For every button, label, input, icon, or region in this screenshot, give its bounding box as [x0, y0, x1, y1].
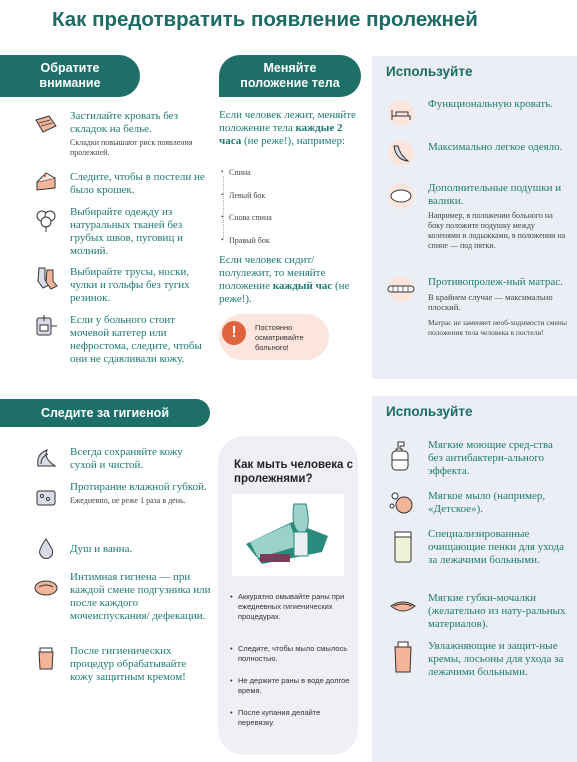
use-item-soap: Мягкое мыло (например, «Детское»). — [428, 490, 546, 515]
foam-tube-icon — [390, 530, 416, 564]
washing-tip-3: • Не держите раны в воде долгое время. — [230, 676, 350, 696]
washing-card-title: Как мыть человека с пролежнями? — [234, 459, 354, 485]
bubbles-icon — [388, 490, 414, 516]
use-item-foam: Специализированные очищающие пенки для ухода за лежачими больными. — [428, 528, 564, 566]
position-sitting — [219, 254, 364, 306]
position-interval: каждые 2 часа — [219, 122, 343, 147]
use-header-bottom: Используйте — [386, 404, 473, 419]
attention-item-1-text: Застилайте кровать без складок на белье. — [70, 110, 179, 135]
hygiene-item-3: Душ и ванна. — [70, 543, 133, 555]
bed-icon — [388, 100, 414, 126]
hygiene-item-5: После гигиенических процедур обрабатывайте кожу защитным кремом! — [70, 645, 187, 683]
soap-icon — [33, 574, 59, 600]
warning-text: Постоянно осматривайте больного! — [255, 323, 304, 352]
position-right-side: • Правый бок — [221, 236, 272, 259]
attention-item-4: Выбирайте трусы, носки, чулки и гольфы без тугих резинок. — [70, 266, 190, 304]
cotton-icon — [33, 207, 59, 233]
washing-card — [218, 436, 358, 755]
cake-crumbs-icon — [33, 168, 59, 194]
blanket-icon — [388, 140, 414, 166]
position-intro-c: (не реже!), например: — [241, 135, 346, 147]
position-sitting-c: (не реже!). — [219, 280, 350, 305]
use-item-pillows — [428, 182, 568, 251]
attention-item-1 — [70, 110, 210, 158]
hygiene-item-2-text: Протирание влажной губкой. — [70, 481, 207, 493]
hygiene-item-2-note: Ежедневно, не реже 1 раза в день. — [70, 496, 186, 505]
sponge-icon — [33, 485, 59, 511]
warning-box — [219, 314, 329, 360]
cream-tube-icon — [33, 645, 59, 671]
pillow-icon — [388, 183, 414, 209]
use-item-mattress-note: В крайнем случае — максимально плоский. — [428, 292, 553, 312]
position-intro — [219, 109, 364, 148]
use-header-top: Используйте — [386, 64, 473, 79]
hygiene-item-1: Всегда сохраняйте кожу сухой и чистой. — [70, 446, 183, 471]
use-item-mattress — [428, 276, 568, 338]
bed-sheet-icon — [33, 112, 59, 138]
hygiene-item-2 — [70, 481, 210, 506]
attention-item-3: Выбирайте одежду из натуральных тканей без грубых швов, пуговиц и молний. — [70, 206, 183, 257]
use-item-creams: Увлажняющие и защит-ные кремы, лосьоны для ухода за лежачими больными. — [428, 640, 564, 678]
mattress-icon — [386, 276, 416, 302]
socks-icon — [33, 265, 59, 291]
position-back: • Спина — [221, 168, 272, 191]
use-item-bed: Функциональную кровать. — [428, 98, 553, 110]
position-sitting-a: Если человек сидит/ полулежит, то меняйте положение — [219, 254, 326, 292]
soap-dispenser-icon — [388, 440, 414, 472]
use-item-pillows-text: Дополнительные подушки и валики. — [428, 182, 562, 207]
use-item-pillows-note: Например, в положении больного на боку положите подушку между коленями и лодыжками, в положении на спине — под пятки. — [428, 211, 566, 250]
attention-item-2: Следите, чтобы в постели не было крошек. — [70, 171, 205, 196]
washing-tip-2: • Следите, чтобы мыло смылось полностью. — [230, 644, 350, 664]
attention-header: Обратите внимание — [0, 55, 140, 97]
water-drop-icon — [33, 536, 59, 562]
washing-basin-illustration — [232, 494, 344, 576]
washing-tip-4: • После купания делайте перевязку. — [230, 708, 350, 728]
washing-tip-1: • Аккуратно омывайте раны при ежедневных гигиенических процедурах. — [230, 592, 350, 622]
use-item-cleanser: Мягкие моющие сред-ства без антибактери-ального эффекта. — [428, 439, 553, 477]
position-list — [221, 168, 272, 258]
position-sitting-interval: каждый час — [272, 280, 333, 292]
use-item-blanket: Максимально легкое одеяло. — [428, 141, 563, 153]
catheter-icon — [33, 313, 59, 339]
use-item-mattress-warning: Матрас не заменяет необ-ходимости смены положения тела человека в постели! — [428, 318, 567, 337]
position-header: Меняйте положение тела — [219, 55, 361, 97]
attention-item-5: Если у больного стоит мочевой катетер или нефростома, следите, чтобы они не сдавливали кожу. — [70, 314, 202, 365]
attention-item-1-note: Складки повышают риск появления пролежней. — [70, 138, 193, 157]
dry-skin-icon — [33, 446, 59, 472]
use-item-mattress-text: Противопролеж-ный матрас. — [428, 276, 563, 288]
hygiene-item-4: Интимная гигиена — при каждой смене подгузника или после каждого мочеиспускания/ дефекации. — [70, 571, 211, 622]
lotion-tube-icon — [390, 640, 416, 674]
position-left-side: • Левый бок — [221, 191, 272, 214]
warning-icon: ! — [222, 321, 246, 345]
use-item-sponges: Мягкие губки-мочалки (желательно из нату-ральных материалов). — [428, 592, 566, 630]
position-back-again: • Снова спина — [221, 213, 272, 236]
hygiene-header: Следите за гигиеной — [0, 399, 210, 427]
bath-sponge-icon — [388, 594, 418, 620]
page-title: Как предотвратить появление пролежней — [52, 8, 478, 31]
position-intro-a: Если человек лежит, меняйте положение тела — [219, 109, 356, 134]
